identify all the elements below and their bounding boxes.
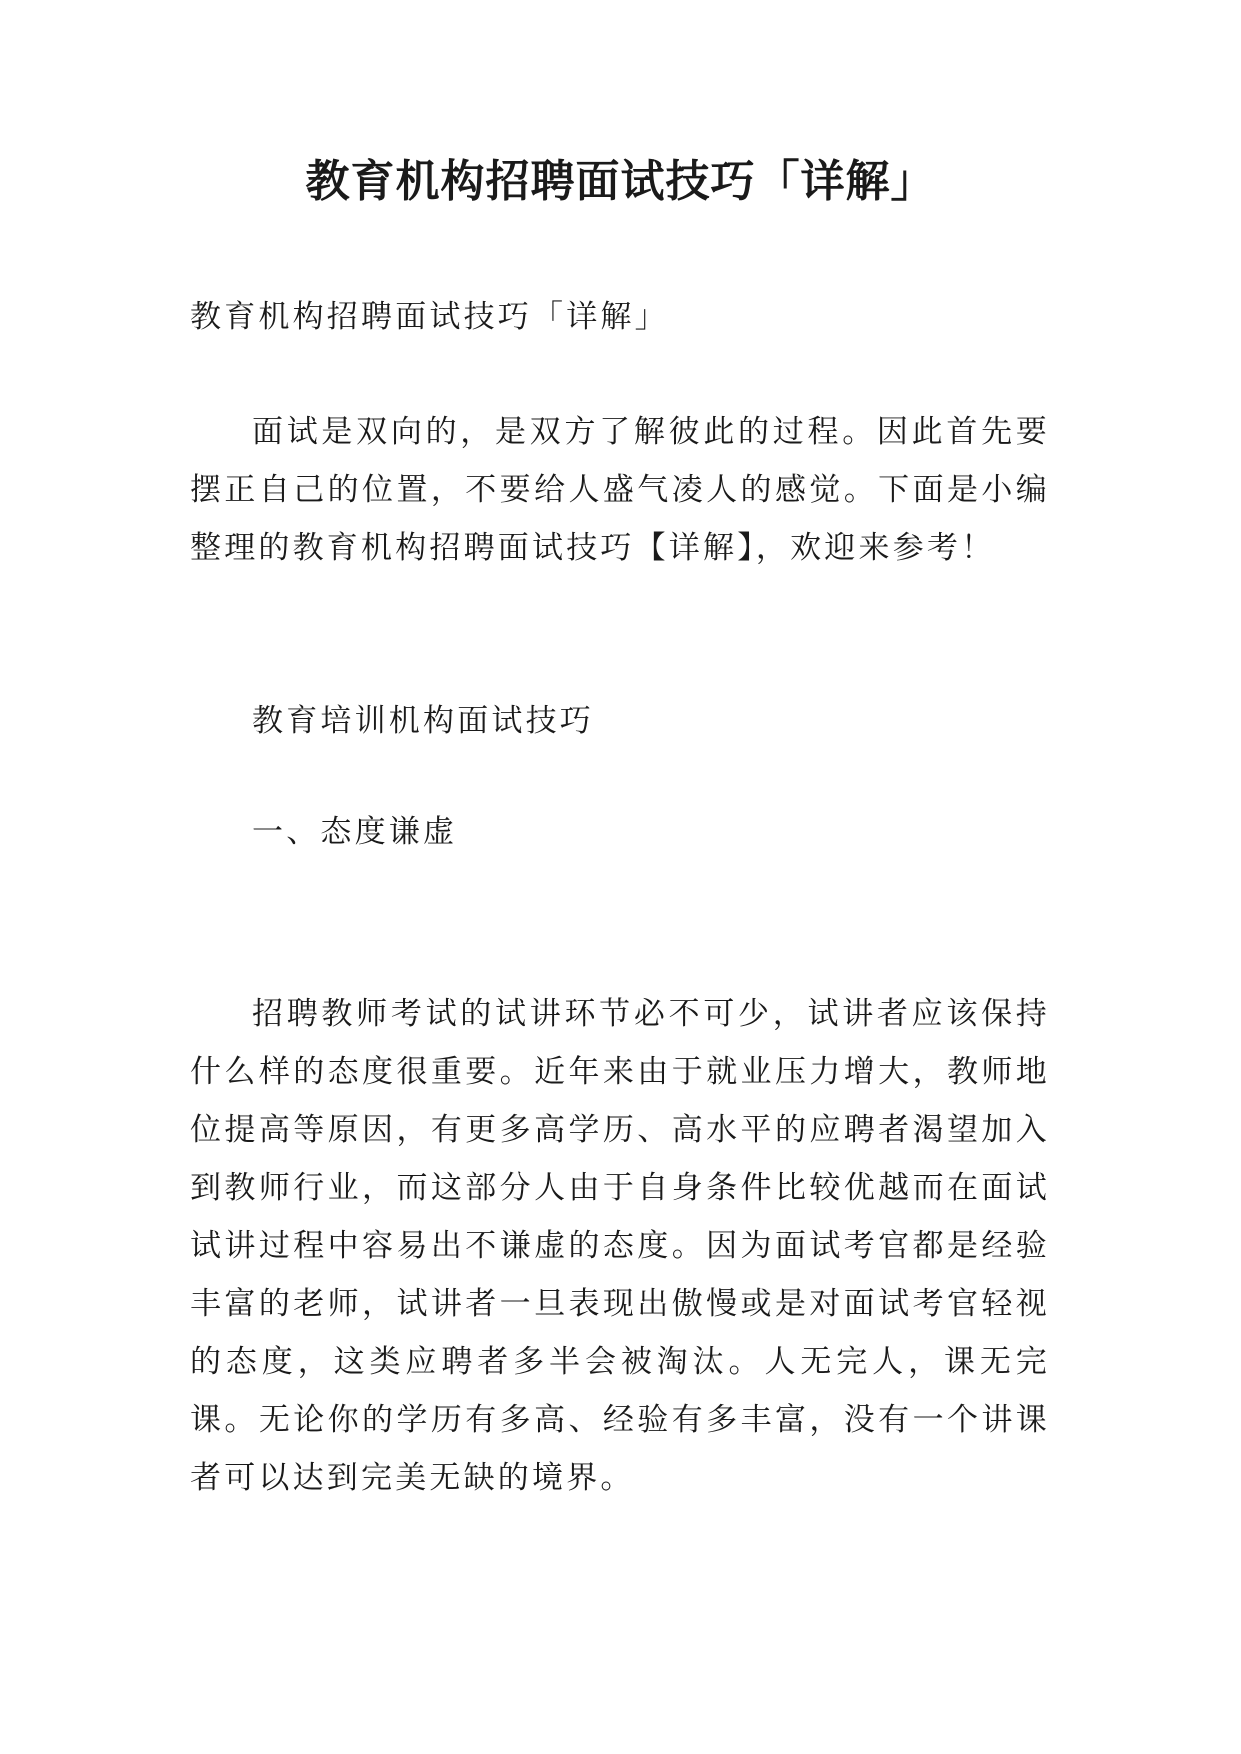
document-title: 教育机构招聘面试技巧「详解」	[305, 156, 936, 207]
intro-paragraph: 面试是双向的，是双方了解彼此的过程。因此首先要摆正自己的位置，不要给人盛气凌人的感觉。下面是小编整理的教育机构招聘面试技巧【详解】，欢迎来参考！	[190, 414, 1050, 566]
section-1-title: 一、态度谦虚	[252, 814, 458, 850]
section-1-body: 招聘教师考试的试讲环节必不可少，试讲者应该保持什么样的态度很重要。近年来由于就业压力增大，教师地位提高等原因，有更多高学历、高水平的应聘者渴望加入到教师行业，而这部分人由于自身条件比较优越而在面试试讲过程中容易出不谦虚的态度。因为面试考官都是经验丰富的老师，试讲者一旦表现出傲慢或是对面试考官轻视的态度，这类应聘者多半会被淘汰。人无完人，课无完课。无论你的学历有多高、经验有多丰富，没有一个讲课者可以达到完美无缺的境界。	[190, 996, 1050, 1496]
document-subtitle: 教育机构招聘面试技巧「详解」	[190, 299, 669, 335]
section-heading: 教育培训机构面试技巧	[252, 703, 594, 739]
